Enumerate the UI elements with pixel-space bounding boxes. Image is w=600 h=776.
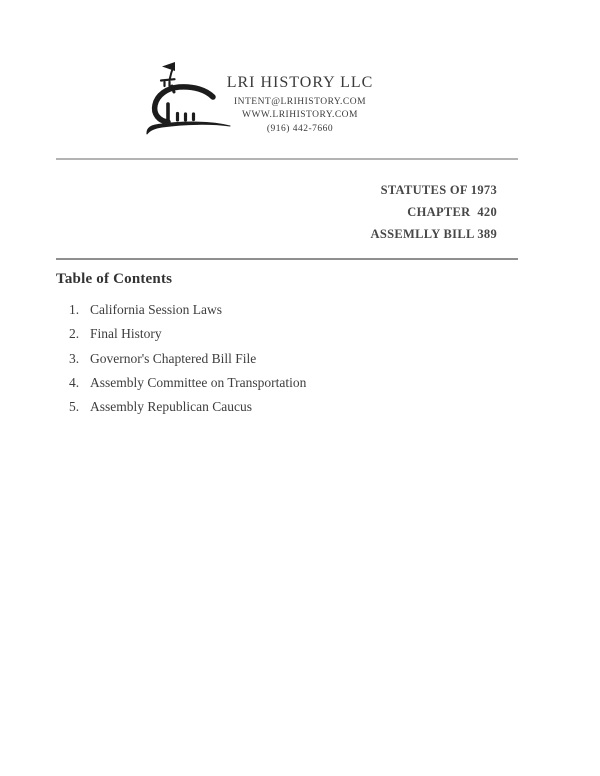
website-text: WWW.LRIHISTORY.COM — [242, 110, 358, 121]
statute-reference — [371, 179, 497, 245]
statutes-line: STATUTES OF 1973 — [380, 183, 497, 197]
chapter-line: CHAPTER 420 — [407, 205, 497, 219]
phone-text: (916) 442-7660 — [266, 123, 334, 134]
toc-list — [56, 301, 476, 422]
divider-bottom — [56, 258, 518, 260]
toc-item-number: 3. — [69, 350, 80, 366]
toc-item — [56, 301, 476, 325]
toc-item — [56, 325, 476, 349]
toc-item-number: 5. — [69, 399, 80, 415]
toc-item-label: Governor's Chaptered Bill File — [90, 350, 257, 366]
toc-item-label: Assembly Republican Caucus — [90, 399, 252, 415]
company-name: LRI HISTORY LLC — [226, 74, 374, 91]
email-text: INTENT@LRIHISTORY.COM — [233, 97, 367, 107]
toc-item-label: California Session Laws — [90, 302, 222, 317]
toc-item — [56, 374, 476, 398]
toc-item-number: 4. — [69, 374, 80, 390]
toc-item — [56, 350, 476, 374]
toc-item — [56, 398, 476, 422]
letterhead — [150, 73, 450, 136]
toc-item-label: Assembly Committee on Transportation — [90, 374, 307, 390]
contact-block — [150, 96, 450, 136]
assembly-bill-line: ASSEMLLY BILL 389 — [370, 227, 497, 241]
divider-top — [56, 158, 518, 160]
toc-title: Table of Contents — [56, 271, 173, 287]
toc-item-number: 2. — [69, 326, 80, 342]
toc-item-label: Final History — [90, 326, 162, 342]
toc-item-number: 1. — [69, 302, 80, 317]
